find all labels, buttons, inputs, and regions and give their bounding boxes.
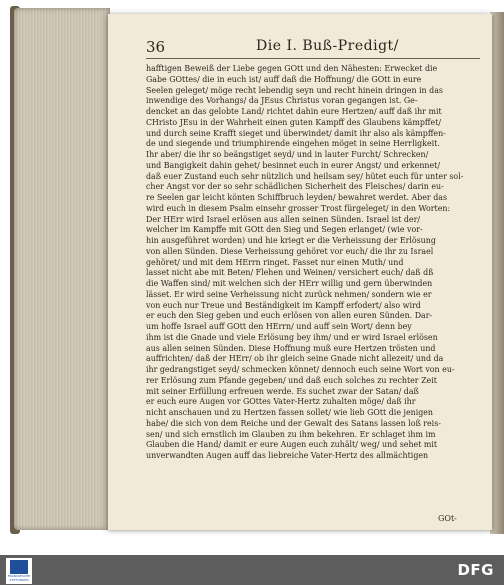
viewer-footer-bar: [0, 555, 504, 585]
text-line: um hoffe Israel auff GOtt den HErrn/ und auff sein Wort/ denn bey: [146, 322, 412, 331]
text-line: ihm ist die Gnade und viele Erlösung bey ihm/ und er wird Israel erlösen: [146, 332, 438, 342]
text-line: hafftigen Beweiß der Liebe gegen GOtt und den Nähesten: Erwecket die: [146, 64, 438, 73]
text-line: Der HErr wird Israel erlösen aus allen seinen Sünden. Israel ist der/: [146, 214, 421, 224]
text-line: welcher im Kampffe mit GOtt den Sieg und Segen erlanget/ (wie vor-: [146, 225, 423, 235]
foundation-emblem-icon: [10, 560, 28, 574]
text-line: hin ausgeführet worden) und hie kriegt er die Verheissung der Erlösung: [146, 236, 436, 245]
francke-foundation-logo[interactable]: [6, 558, 32, 584]
text-line: habe/ die sich von dem Reiche und der Gewalt des Satans lassen loß reis-: [146, 418, 441, 428]
text-line: auffrichten/ daß der HErr/ ob ihr gleich seine Gnade nicht allezeit/ und da: [146, 354, 444, 364]
text-line: und Bangigkeit dahin gehet/ besinnet euch in eurer Angst/ und erkennet/: [146, 160, 440, 170]
text-line: rer Erlösung zum Pfande gegeben/ und daß euch solches zu rechter Zeit: [146, 375, 437, 385]
text-line: aus allen seinen Sünden. Diese Hoffnung muß eure Hertzen trösten und: [146, 343, 436, 353]
text-line: er euch den Sieg geben und euch erlösen von allen euren Sünden. Dar-: [146, 311, 433, 321]
text-line: de und siegende und triumphirende eingehen möget in seine Herrligkeit.: [146, 139, 440, 149]
text-line: ihr gedrangstiget seyd/ schmecken könnet/ dennoch euch seine Wort von eu-: [146, 365, 455, 374]
text-line: cher Angst vor der so sehr schädlichen Sicherheit des Fleisches/ darin eu-: [146, 182, 444, 192]
text-line: unverwandten Augen auff das liebreiche Vater-Hertz des allmächtigen: [146, 451, 429, 460]
text-line: inwendige des Vorhangs/ da JEsus Christus voran gegangen ist. Ge-: [146, 96, 418, 106]
text-line: Glauben die Hand/ damit er eure Augen euch zuhält/ weg/ und sehet mit: [146, 440, 438, 450]
text-line: von euch nur Treue und Beständigkeit im Kampff erfodert/ also wird: [146, 300, 421, 310]
text-line: daß euer Zustand euch sehr nützlich und heilsam sey/ hütet euch für unter sol-: [146, 171, 464, 181]
running-title: Die I. Buß-Predigt/: [256, 38, 399, 54]
text-line: von allen Sünden. Diese Verheissung gehöret vor euch/ die ihr zu Israel: [146, 246, 434, 256]
facing-page-edge: [490, 12, 504, 534]
text-line: Seelen geleget/ möge recht lebendig seyn und recht hinein dringen in das: [146, 85, 443, 95]
text-line: die Waffen sind/ mit welchen sich der HErr willig und gern überwinden: [146, 279, 433, 288]
page-header: [146, 38, 480, 59]
text-line: gehöret/ und mit dem HErrn ringet. Fasset nur einen Muth/ und: [146, 257, 404, 267]
text-line: sen/ und sich ernstlich im Glauben zu ihm bekehren. Er schlaget ihm im: [146, 429, 436, 439]
text-line: und durch seine Krafft sieget und überwindet/ damit ihr also als kämpffen-: [146, 128, 446, 138]
book-page-edges: [14, 8, 110, 530]
book-page: [108, 14, 492, 530]
text-line: Gabe GOttes/ die in euch ist/ auff daß die Hoffnung/ die GOtt in eure: [146, 74, 422, 84]
text-line: lässet. Er wird seine Verheissung nicht zurück nehmen/ sondern wie er: [146, 289, 432, 299]
text-line: lasset nicht abe mit Beten/ Flehen und Weinen/ versichert euch/ daß dß: [146, 268, 434, 278]
text-line: dencket an das gelobte Land/ richtet dahin eure Hertzen/ auff daß ihr mit: [146, 107, 442, 116]
text-line: mit seiner Erfüllung erfreuen werde. Es suchet zwar der Satan/ daß: [146, 386, 419, 396]
text-line: CHristo JEsu in der Wahrheit einen guten Kampff des Glaubens kämpffet/: [146, 117, 442, 127]
dfg-logo[interactable]: DFG: [457, 561, 494, 579]
text-line: re Seelen gar leicht könten Schiffbruch leyden/ bewahret werdet. Aber das: [146, 193, 448, 202]
text-line: nicht anschauen und zu Hertzen fassen sollet/ wie lieb GOtt die jenigen: [146, 408, 434, 417]
catchword: GOt-: [438, 514, 457, 523]
foundation-logo-text: FRANCKESCHE STIFTUNGEN: [7, 574, 31, 582]
page-number: 36: [146, 38, 166, 56]
text-line: Ihr aber/ die ihr so beängstiget seyd/ und in lauter Furcht/ Schrecken/: [146, 150, 429, 159]
text-line: wird euch in diesem Psalm einsehr grosser Trost fürgeleget/ in den Worten:: [146, 203, 451, 213]
page-body-text: [146, 64, 480, 462]
text-line: er euch eure Augen vor GOttes Vater-Hertz zuhalten möge/ daß ihr: [146, 397, 416, 407]
